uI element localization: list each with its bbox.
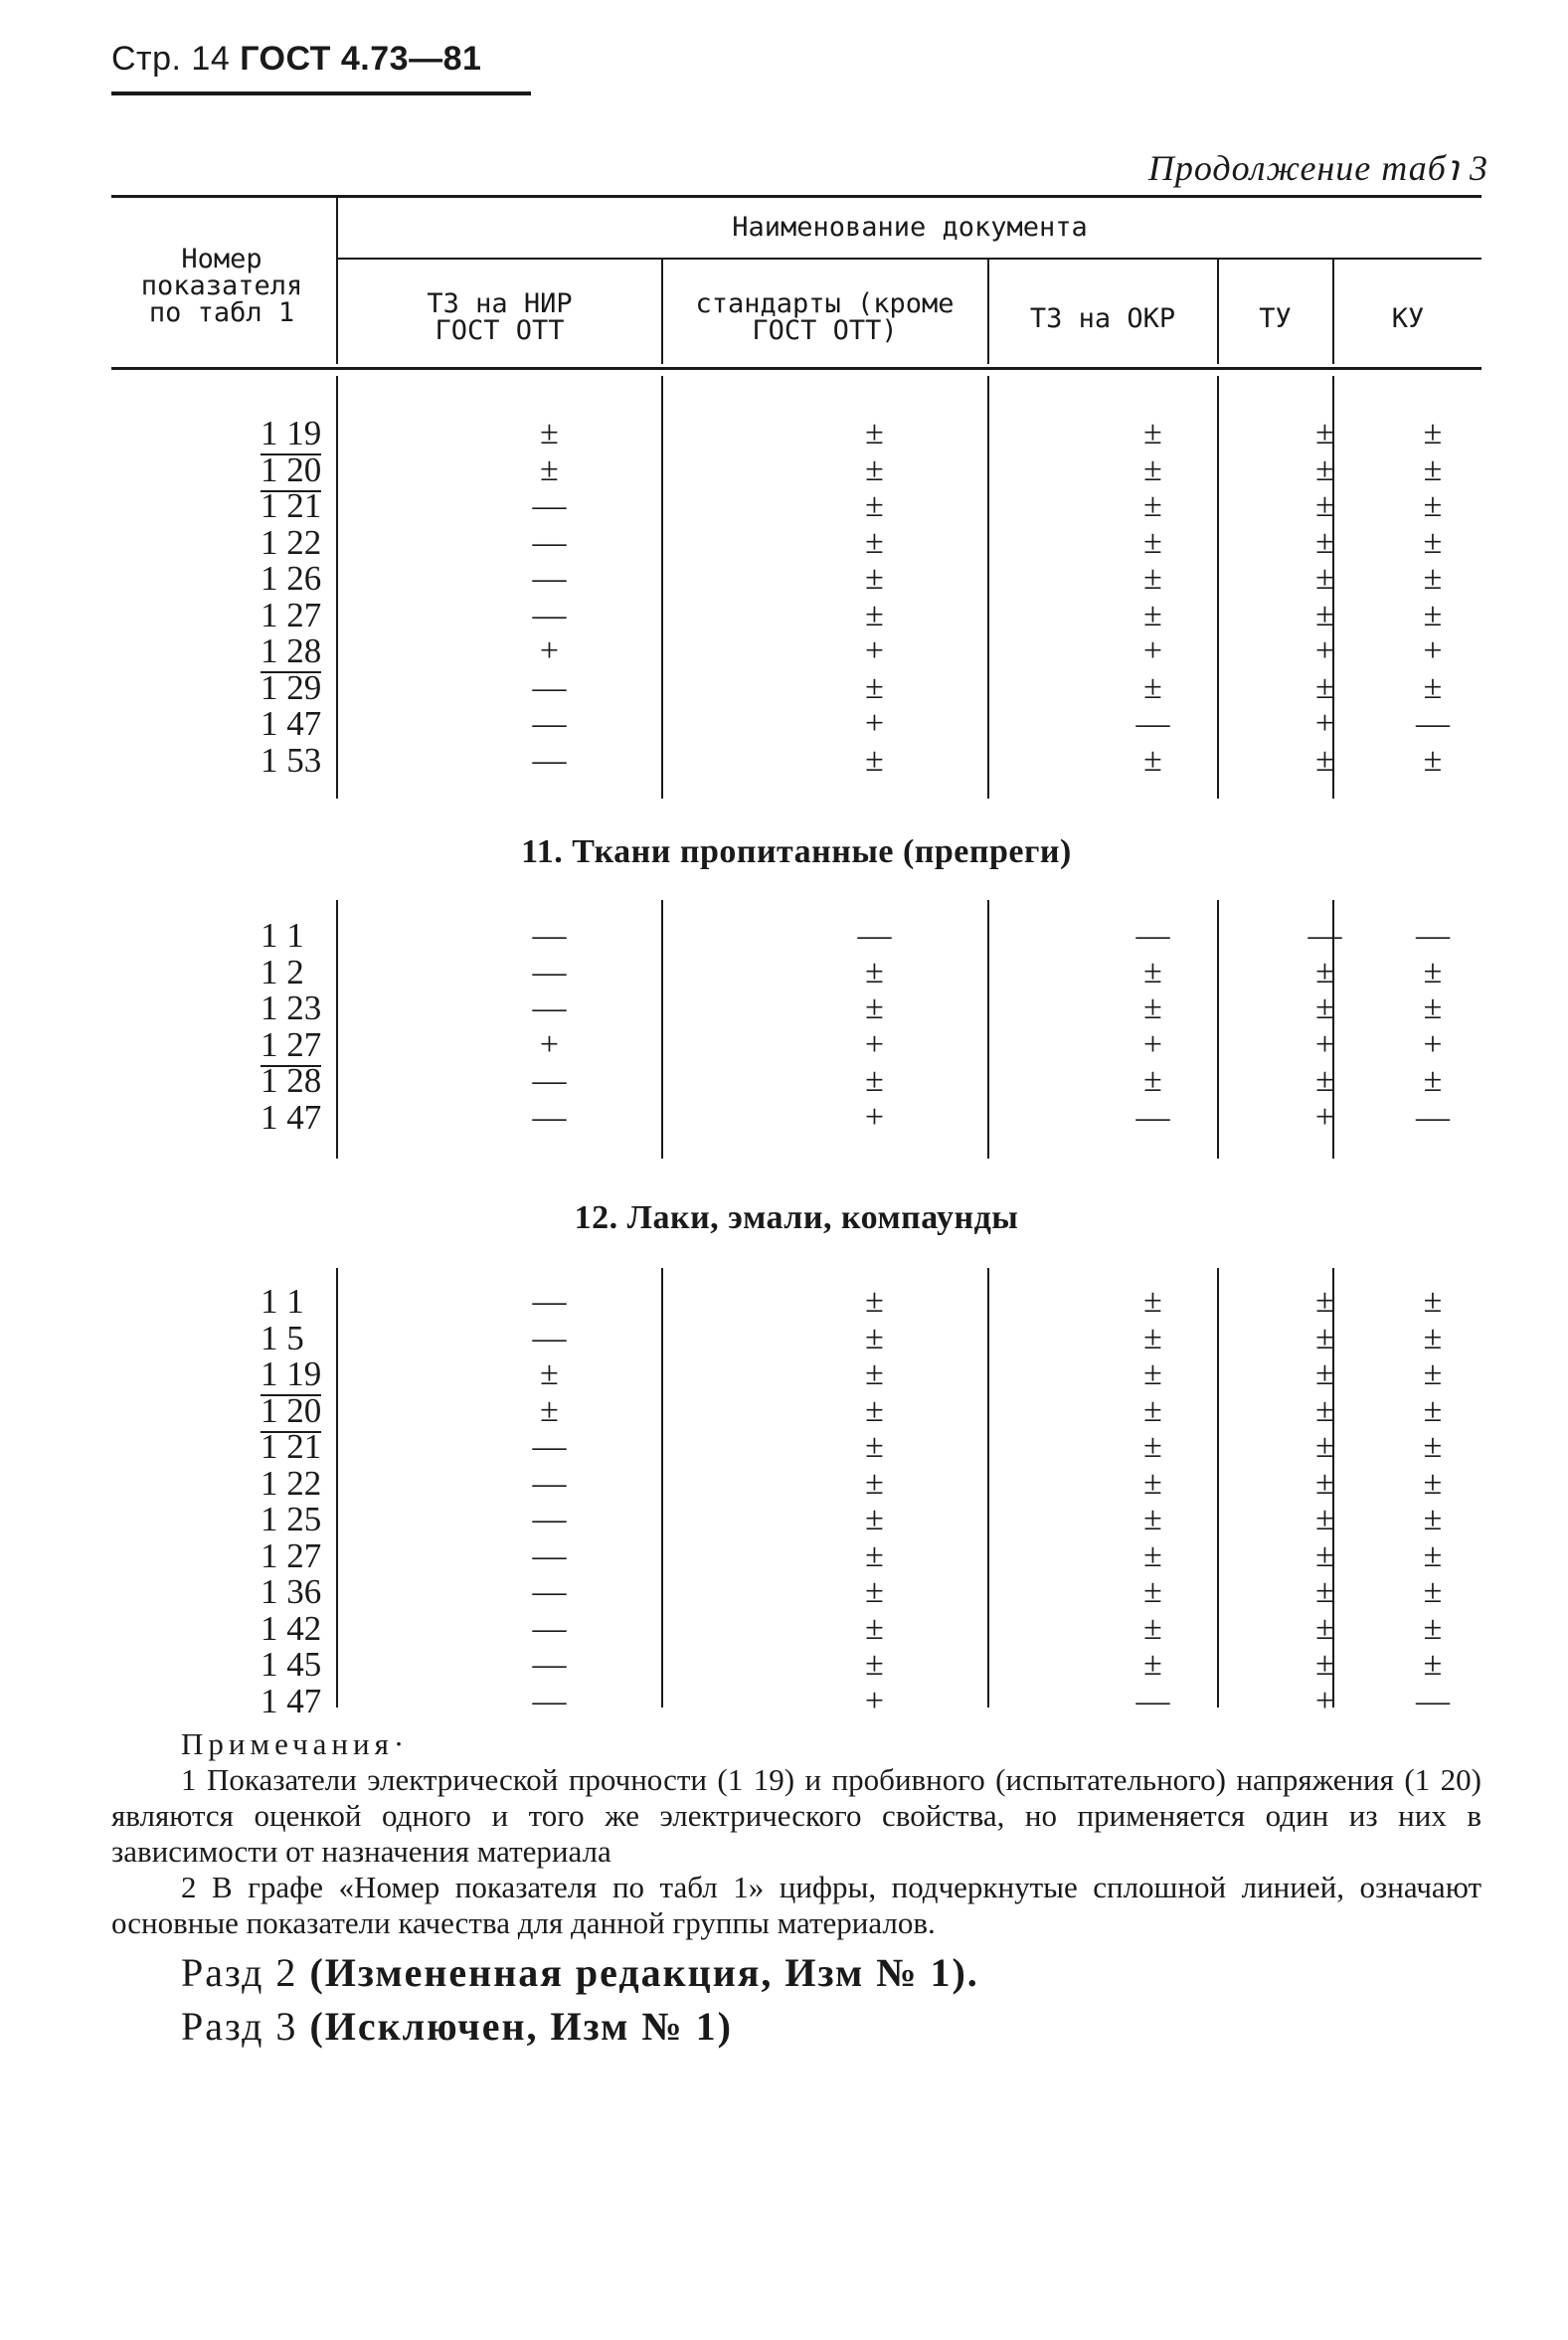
applicability-cell: — (532, 487, 567, 524)
applicability-cell: + (864, 1682, 885, 1719)
applicability-cell: ± (1423, 953, 1443, 990)
applicability-cell: ± (1423, 415, 1443, 451)
table-row (111, 561, 1481, 597)
indicator-number-text: 1 21 (261, 1427, 322, 1466)
indicator-number (171, 488, 330, 524)
applicability-cell: + (1314, 705, 1335, 742)
indicator-number-text: 1 29 (261, 667, 322, 707)
applicability-cell: ± (1143, 668, 1162, 706)
applicability-cell: ± (1315, 1609, 1334, 1647)
footer-text: (Измененная редакция, Изм № 1). (309, 1950, 979, 1995)
applicability-cell: ± (1143, 1062, 1162, 1099)
applicability-cell: — (532, 1319, 567, 1356)
table-row (111, 1024, 1481, 1064)
applicability-cell: + (1423, 632, 1443, 669)
col-header-ku: КУ (1391, 303, 1425, 334)
indicator-number (171, 633, 330, 673)
indicator-number-text: 1 27 (261, 595, 322, 634)
applicability-cell: — (532, 1573, 567, 1610)
header-rule (111, 91, 531, 95)
table-section (111, 900, 1481, 1159)
indicator-number (171, 952, 330, 991)
indicator-number (171, 595, 330, 634)
indicator-number (171, 667, 330, 707)
applicability-cell: ± (865, 990, 884, 1026)
indicator-number (171, 561, 330, 597)
applicability-cell: — (532, 1609, 567, 1647)
applicability-cell: — (532, 1682, 567, 1719)
applicability-cell: — (1416, 705, 1450, 742)
indicator-number-text: 1 27 (261, 1027, 321, 1067)
indicator-number (171, 1535, 330, 1575)
applicability-cell: ± (1143, 523, 1162, 561)
indicator-number (171, 990, 330, 1026)
table-row (111, 416, 1481, 451)
applicability-cell: — (1416, 917, 1450, 954)
applicability-cell: ± (1423, 1464, 1443, 1502)
applicability-cell: ± (865, 1464, 884, 1502)
table-row (111, 1318, 1481, 1357)
applicability-cell: ± (1423, 1283, 1443, 1320)
applicability-cell: + (539, 1025, 560, 1063)
table-header (111, 195, 1481, 370)
applicability-cell: ± (865, 450, 884, 488)
applicability-cell: — (1416, 1098, 1450, 1136)
applicability-cell: — (532, 1501, 567, 1537)
applicability-cell: — (532, 1062, 567, 1099)
footer-label: Разд 2 (181, 1950, 298, 1995)
section-title: 12. Лаки, эмали, компаунды (574, 1199, 1019, 1236)
applicability-cell: ± (1423, 1609, 1443, 1647)
applicability-cell: ± (1315, 1501, 1334, 1537)
applicability-cell: + (864, 632, 885, 669)
indicator-number-text: 1 1 (261, 1282, 304, 1321)
applicability-cell: — (532, 1098, 567, 1136)
indicator-number (171, 918, 330, 954)
col-header-line: ГОСТ ОТТ (435, 315, 565, 346)
table-row (111, 1097, 1481, 1137)
applicability-cell: — (532, 990, 567, 1026)
indicator-number (171, 740, 330, 780)
applicability-cell: ± (865, 596, 884, 633)
applicability-cell: ± (1315, 596, 1334, 633)
applicability-cell: ± (1423, 1501, 1443, 1537)
applicability-cell: ± (540, 450, 559, 488)
applicability-cell: ± (1423, 1391, 1443, 1429)
indicator-number-text: 1 26 (261, 559, 322, 598)
indicator-number-text: 1 36 (261, 1572, 322, 1611)
indicator-number-text: 1 1 (261, 916, 304, 955)
applicability-cell: ± (1423, 560, 1443, 597)
table-row (111, 488, 1481, 524)
footer-line (181, 1949, 979, 1996)
applicability-cell: ± (865, 1501, 884, 1537)
applicability-cell: — (1307, 917, 1342, 954)
applicability-cell: ± (1423, 1319, 1443, 1356)
applicability-cell: ± (865, 1283, 884, 1320)
note-item: 2 В графе «Номер показателя по табл 1» цифры, подчеркнутые сплошной линией, означают основные показатели качества для данной группы материалов. (111, 1870, 1481, 1940)
footer-label: Разд 3 (181, 2004, 298, 2049)
indicator-number-text: 1 21 (261, 486, 322, 525)
group-title: Наименование документа (732, 212, 1088, 243)
col-header-line: ГОСТ ОТТ) (752, 315, 898, 346)
table-row (111, 918, 1481, 954)
indicator-number (171, 1356, 330, 1396)
applicability-cell: — (532, 560, 567, 597)
indicator-number-text: 1 45 (261, 1645, 322, 1684)
applicability-cell: ± (540, 415, 559, 451)
indicator-number-text: 1 47 (261, 704, 322, 743)
applicability-cell: — (1135, 705, 1170, 742)
table-row (111, 1502, 1481, 1537)
table-row (111, 1390, 1481, 1430)
note-item: 1 Показатели электрической прочности (1 19) и пробивного (испытательного) напряжения (1 20) являются оценкой одного и того же электрического свойства, но применяется один из них в зависимости от назначения материала (111, 1762, 1481, 1869)
applicability-cell: ± (865, 953, 884, 990)
indicator-number (171, 522, 330, 562)
indicator-number-text: 1 22 (261, 522, 322, 562)
applicability-cell: — (1135, 1682, 1170, 1719)
indicator-number-text: 1 28 (261, 633, 321, 673)
applicability-cell: ± (1315, 523, 1334, 561)
applicability-cell: ± (1315, 1428, 1334, 1465)
table-row (111, 706, 1481, 742)
applicability-cell: ± (1315, 487, 1334, 524)
applicability-cell: ± (1423, 450, 1443, 488)
col-number-line: Номер (181, 244, 262, 274)
applicability-cell: — (532, 1536, 567, 1574)
applicability-cell: ± (865, 560, 884, 597)
table-row (111, 1574, 1481, 1610)
applicability-cell: ± (865, 741, 884, 779)
applicability-cell: ± (865, 1536, 884, 1574)
applicability-cell: ± (1143, 1355, 1162, 1392)
applicability-cell: ± (1315, 1646, 1334, 1683)
applicability-cell: ± (1315, 450, 1334, 488)
applicability-cell: ± (1143, 487, 1162, 524)
indicator-number-text: 1 47 (261, 1681, 322, 1720)
table-continuation-label: Продолжение таб℩ 3 (1147, 148, 1488, 188)
applicability-cell: ± (1423, 487, 1443, 524)
applicability-cell: ± (1315, 1062, 1334, 1099)
applicability-cell: ± (1143, 596, 1162, 633)
indicator-number (171, 706, 330, 742)
applicability-cell: ± (1315, 1464, 1334, 1502)
applicability-cell: ± (1315, 668, 1334, 706)
applicability-cell: ± (1143, 1391, 1162, 1429)
applicability-cell: + (539, 632, 560, 669)
table-row (111, 595, 1481, 634)
page-number: Стр. 14 (111, 40, 231, 78)
applicability-cell: ± (1423, 596, 1443, 633)
applicability-cell: + (864, 1025, 885, 1063)
applicability-cell: — (1135, 1098, 1170, 1136)
table-row (111, 1284, 1481, 1320)
applicability-cell: ± (540, 1355, 559, 1392)
applicability-cell: ± (865, 487, 884, 524)
indicator-number (171, 1318, 330, 1357)
applicability-cell: ± (1423, 1536, 1443, 1574)
indicator-number-text: 1 27 (261, 1535, 322, 1575)
indicator-number (171, 1097, 330, 1137)
indicator-number (171, 416, 330, 455)
table-row (111, 522, 1481, 562)
applicability-cell: ± (865, 523, 884, 561)
col-header-tz-nir (338, 290, 661, 344)
applicability-cell: ± (865, 668, 884, 706)
applicability-cell: ± (1143, 1428, 1162, 1465)
table-row (111, 1608, 1481, 1648)
indicator-number-text: 1 23 (261, 989, 322, 1027)
col-header-tz-okr: ТЗ на ОКР (1029, 303, 1176, 334)
table-section (111, 1268, 1481, 1720)
indicator-number (171, 1681, 330, 1720)
indicator-number-text: 1 25 (261, 1500, 322, 1538)
indicator-number (171, 1429, 330, 1465)
applicability-cell: ± (865, 1609, 884, 1647)
applicability-cell: ± (1315, 1536, 1334, 1574)
indicator-number-text: 1 5 (261, 1318, 304, 1357)
applicability-cell: ± (1143, 1573, 1162, 1610)
col-number-line: показателя (140, 270, 303, 301)
applicability-cell: ± (865, 1062, 884, 1099)
applicability-cell: ± (1423, 523, 1443, 561)
applicability-cell: ± (1143, 415, 1162, 451)
applicability-cell: ± (865, 1646, 884, 1683)
applicability-cell: ± (1143, 1319, 1162, 1356)
applicability-cell: ± (1315, 415, 1334, 451)
applicability-cell: ± (1143, 1283, 1162, 1320)
applicability-cell: ± (865, 1428, 884, 1465)
applicability-cell: ± (1315, 990, 1334, 1026)
indicator-number (171, 1647, 330, 1683)
group-rule (338, 258, 1481, 260)
indicator-number (171, 1463, 330, 1503)
applicability-cell: ± (1143, 560, 1162, 597)
table-row (111, 1463, 1481, 1503)
applicability-cell: — (1135, 917, 1170, 954)
indicator-number (171, 1284, 330, 1320)
indicator-number (171, 1502, 330, 1537)
table-row (111, 633, 1481, 669)
indicator-number (171, 1574, 330, 1610)
applicability-cell: ± (1143, 1536, 1162, 1574)
applicability-cell: ± (1143, 1464, 1162, 1502)
applicability-cell: — (857, 917, 892, 954)
applicability-cell: ± (1423, 990, 1443, 1026)
applicability-cell: ± (1315, 1319, 1334, 1356)
applicability-cell: + (1423, 1025, 1443, 1063)
applicability-cell: + (1314, 1098, 1335, 1136)
notes (111, 1726, 1481, 1941)
applicability-cell: ± (1423, 1428, 1443, 1465)
table-row (111, 990, 1481, 1026)
applicability-cell: ± (1315, 1391, 1334, 1429)
standard-code: ГОСТ 4.73—81 (240, 40, 482, 78)
applicability-cell: ± (1315, 1355, 1334, 1392)
applicability-cell: — (532, 1464, 567, 1502)
applicability-cell: — (532, 1428, 567, 1465)
table-row (111, 1535, 1481, 1575)
applicability-cell: ± (1315, 560, 1334, 597)
applicability-cell: ± (1143, 1501, 1162, 1537)
table-row (111, 667, 1481, 707)
applicability-cell: ± (1143, 1609, 1162, 1647)
applicability-cell: ± (1315, 1283, 1334, 1320)
applicability-cell: ± (1423, 668, 1443, 706)
applicability-cell: ± (1143, 953, 1162, 990)
applicability-cell: ± (1315, 741, 1334, 779)
applicability-cell: + (1314, 1025, 1335, 1063)
applicability-cell: + (1142, 632, 1163, 669)
indicator-number-text: 1 28 (261, 1061, 322, 1100)
applicability-cell: — (532, 705, 567, 742)
table-row (111, 1647, 1481, 1683)
table-row (111, 1681, 1481, 1720)
applicability-cell: — (532, 668, 567, 706)
applicability-cell: ± (865, 1355, 884, 1392)
applicability-cell: — (532, 1283, 567, 1320)
applicability-cell: + (1314, 1682, 1335, 1719)
applicability-cell: ± (865, 1319, 884, 1356)
table-row (111, 952, 1481, 991)
indicator-number (171, 1608, 330, 1648)
applicability-cell: ± (1423, 1062, 1443, 1099)
applicability-cell: ± (865, 415, 884, 451)
indicator-number-text: 1 19 (261, 416, 321, 455)
applicability-cell: + (1142, 1025, 1163, 1063)
applicability-cell: — (532, 917, 567, 954)
indicator-number-text: 1 2 (261, 952, 304, 991)
applicability-cell: + (1314, 632, 1335, 669)
table-row (111, 1356, 1481, 1392)
applicability-cell: ± (1143, 741, 1162, 779)
applicability-cell: ± (1143, 1646, 1162, 1683)
indicator-number-text: 1 42 (261, 1608, 322, 1648)
applicability-cell: ± (865, 1391, 884, 1429)
applicability-cell: ± (1315, 953, 1334, 990)
notes-title: Примечания· (181, 1726, 410, 1761)
page-header (111, 40, 481, 79)
applicability-cell: ± (1143, 990, 1162, 1026)
applicability-cell: ± (1423, 741, 1443, 779)
applicability-cell: ± (1423, 1646, 1443, 1683)
indicator-number-text: 1 22 (261, 1463, 322, 1503)
col-header-line: стандарты (кроме (695, 288, 955, 319)
indicator-number-text: 1 20 (261, 1393, 321, 1433)
applicability-cell: — (532, 523, 567, 561)
col-header-line: ТЗ на НИР (427, 288, 573, 319)
col-number-line: по табл 1 (148, 297, 295, 328)
table-row (111, 452, 1481, 488)
applicability-cell: — (532, 953, 567, 990)
table-row (111, 740, 1481, 780)
indicator-number-text: 1 53 (261, 740, 322, 780)
footer-text: (Исключен, Изм № 1) (309, 2004, 733, 2049)
table-row (111, 1429, 1481, 1465)
applicability-cell: ± (540, 1391, 559, 1429)
col-header-tu: ТУ (1259, 303, 1292, 334)
section-title: 11. Ткани пропитанные (препреги) (521, 833, 1072, 870)
applicability-cell: — (532, 1646, 567, 1683)
indicator-number-text: 1 19 (261, 1356, 321, 1396)
applicability-cell: ± (865, 1573, 884, 1610)
applicability-cell: — (532, 741, 567, 779)
indicator-number-text: 1 47 (261, 1097, 322, 1137)
indicator-number-text: 1 20 (261, 452, 321, 492)
applicability-cell: ± (1423, 1355, 1443, 1392)
applicability-cell: — (1416, 1682, 1450, 1719)
applicability-cell: ± (1315, 1573, 1334, 1610)
applicability-cell: + (864, 1098, 885, 1136)
table-section (111, 376, 1481, 799)
table-row (111, 1063, 1481, 1099)
col-header-standards (663, 290, 986, 344)
applicability-cell: ± (1423, 1573, 1443, 1610)
footer-line (181, 2003, 733, 2050)
indicator-number (171, 1063, 330, 1099)
applicability-cell: + (864, 705, 885, 742)
applicability-cell: ± (1143, 450, 1162, 488)
applicability-cell: — (532, 596, 567, 633)
col-number-header (111, 246, 332, 326)
